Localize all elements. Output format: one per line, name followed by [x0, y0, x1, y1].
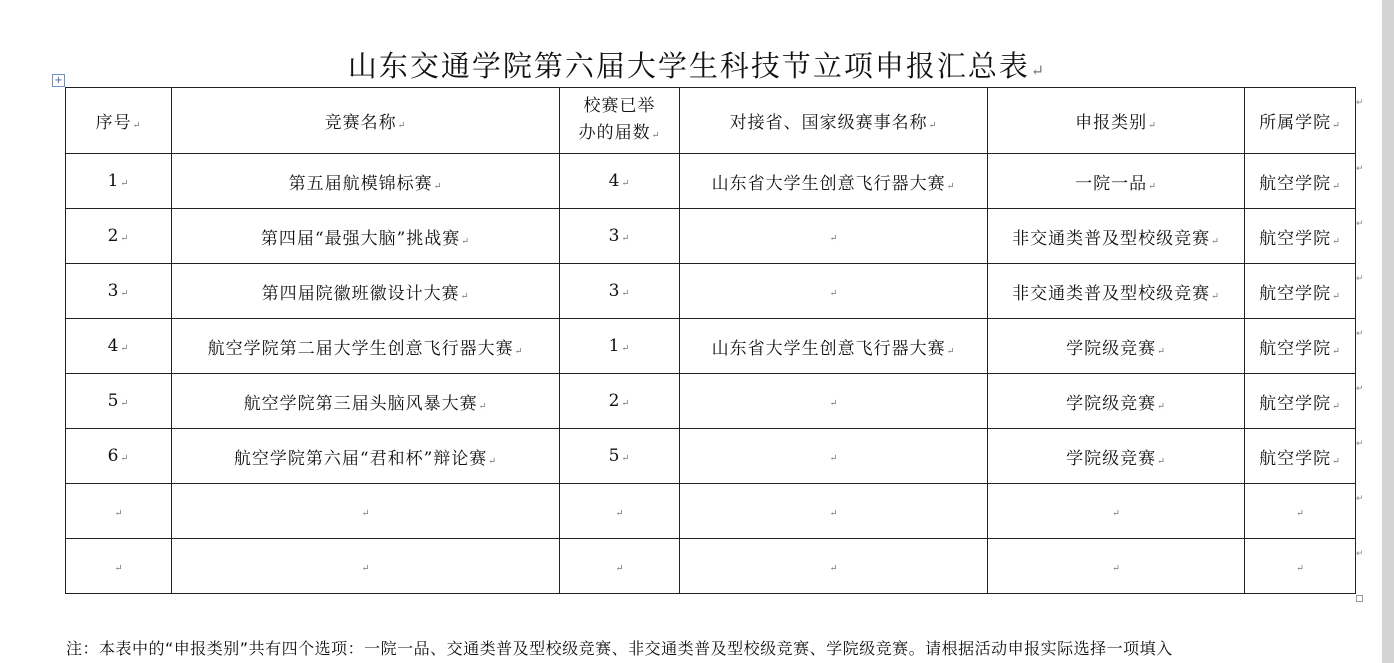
cell-category: ↵ [988, 484, 1245, 539]
cell-sessions-held: ↵ [560, 484, 680, 539]
cell-category: ↵ [988, 539, 1245, 594]
cell-competition-name: 航空学院第六届“君和杯”辩论赛↵ [172, 429, 560, 484]
cell-competition-name: ↵ [172, 484, 560, 539]
row-end-mark: ↵ [1356, 329, 1364, 339]
table-row [66, 484, 1356, 539]
cell-linked-event: ↵ [680, 429, 988, 484]
table-footnote: 注：本表中的“申报类别”共有四个选项：一院一品、交通类普及型校级竞赛、非交通类普及型校级竞赛、学院级竞赛。请根据活动申报实际选择一项填入 [66, 639, 1173, 658]
row-end-mark: ↵ [1356, 549, 1364, 559]
cell-index: 2↵ [66, 209, 172, 264]
cell-category: 学院级竞赛↵ [988, 429, 1245, 484]
table-header-row [66, 88, 1356, 154]
header-college: 所属学院↵ [1245, 88, 1356, 154]
window-scrollbar-track[interactable] [1382, 0, 1394, 663]
cell-college: 航空学院↵ [1245, 209, 1356, 264]
table-row [66, 264, 1356, 319]
cell-category: 非交通类普及型校级竞赛↵ [988, 264, 1245, 319]
cell-sessions-held: 1↵ [560, 319, 680, 374]
cell-sessions-held: 3↵ [560, 264, 680, 319]
document-title [0, 44, 1394, 93]
paragraph-mark: ↵ [1030, 61, 1047, 80]
cell-competition-name: 第五届航模锦标赛↵ [172, 154, 560, 209]
cell-sessions-held: 3↵ [560, 209, 680, 264]
cell-competition-name: 第四届院徽班徽设计大赛↵ [172, 264, 560, 319]
title-text: 山东交通学院第六届大学生科技节立项申报汇总表 [347, 49, 1030, 83]
cell-competition-name: 航空学院第三届头脑风暴大赛↵ [172, 374, 560, 429]
header-index: 序号↵ [66, 88, 172, 154]
cell-linked-event: 山东省大学生创意飞行器大赛↵ [680, 319, 988, 374]
cell-index: 1↵ [66, 154, 172, 209]
cell-linked-event: ↵ [680, 484, 988, 539]
cell-college: 航空学院↵ [1245, 264, 1356, 319]
header-category: 申报类别↵ [988, 88, 1245, 154]
cell-sessions-held: 5↵ [560, 429, 680, 484]
table-row [66, 154, 1356, 209]
header-linked-event: 对接省、国家级赛事名称↵ [680, 88, 988, 154]
cell-competition-name: 第四届“最强大脑”挑战赛↵ [172, 209, 560, 264]
table-row [66, 319, 1356, 374]
table-resize-handle-icon[interactable] [1356, 595, 1363, 602]
header-competition-name: 竞赛名称↵ [172, 88, 560, 154]
row-end-mark: ↵ [1356, 384, 1364, 394]
table-row [66, 429, 1356, 484]
cell-linked-event: ↵ [680, 539, 988, 594]
cell-sessions-held: 2↵ [560, 374, 680, 429]
cell-index: 3↵ [66, 264, 172, 319]
table-row [66, 209, 1356, 264]
table-move-handle-icon[interactable]: + [52, 74, 65, 87]
cell-college: 航空学院↵ [1245, 154, 1356, 209]
header-sessions-held: 校赛已举 办的届数↵ [560, 88, 680, 154]
cell-category: 学院级竞赛↵ [988, 374, 1245, 429]
cell-college: 航空学院↵ [1245, 429, 1356, 484]
row-end-mark: ↵ [1356, 274, 1364, 284]
table-row [66, 374, 1356, 429]
cell-linked-event: ↵ [680, 209, 988, 264]
cell-linked-event: ↵ [680, 374, 988, 429]
row-end-mark: ↵ [1356, 494, 1364, 504]
cell-competition-name: 航空学院第二届大学生创意飞行器大赛↵ [172, 319, 560, 374]
cell-index: 5↵ [66, 374, 172, 429]
summary-table [65, 87, 1356, 594]
cell-sessions-held: 4↵ [560, 154, 680, 209]
cell-competition-name: ↵ [172, 539, 560, 594]
cell-college: 航空学院↵ [1245, 319, 1356, 374]
cell-index: 6↵ [66, 429, 172, 484]
cell-category: 学院级竞赛↵ [988, 319, 1245, 374]
cell-college: ↵ [1245, 484, 1356, 539]
cell-linked-event: ↵ [680, 264, 988, 319]
row-end-mark: ↵ [1356, 439, 1364, 449]
row-end-mark: ↵ [1356, 98, 1364, 108]
cell-index: ↵ [66, 539, 172, 594]
cell-index: 4↵ [66, 319, 172, 374]
cell-category: 非交通类普及型校级竞赛↵ [988, 209, 1245, 264]
row-end-mark: ↵ [1356, 219, 1364, 229]
cell-college: ↵ [1245, 539, 1356, 594]
row-end-mark: ↵ [1356, 164, 1364, 174]
cell-index: ↵ [66, 484, 172, 539]
cell-sessions-held: ↵ [560, 539, 680, 594]
cell-linked-event: 山东省大学生创意飞行器大赛↵ [680, 154, 988, 209]
cell-category: 一院一品↵ [988, 154, 1245, 209]
table-row [66, 539, 1356, 594]
cell-college: 航空学院↵ [1245, 374, 1356, 429]
